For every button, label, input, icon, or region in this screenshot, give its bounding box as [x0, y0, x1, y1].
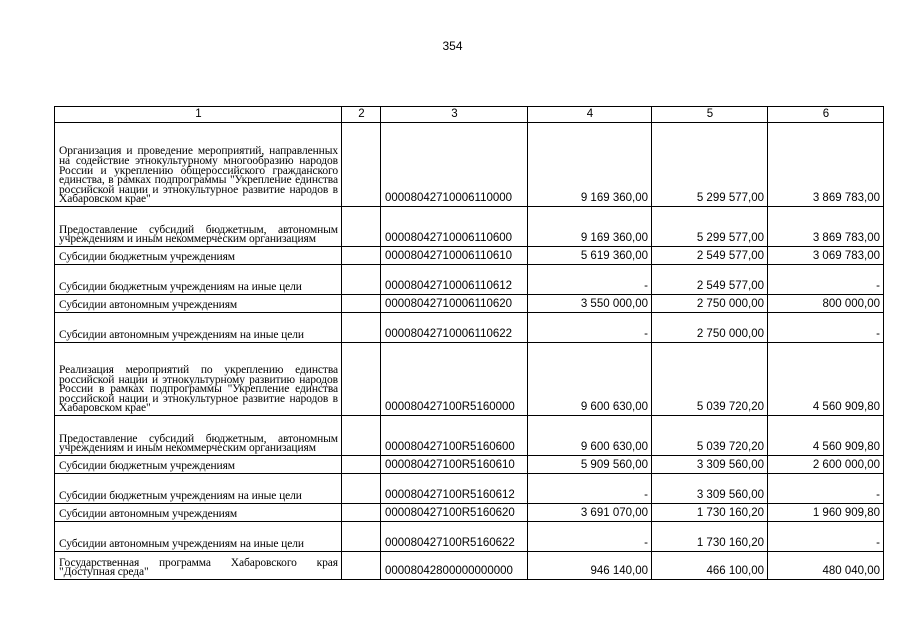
- row-value-6: 3 869 783,00: [768, 123, 884, 207]
- row-value-6: 4 560 909,80: [768, 343, 884, 416]
- row-col2: [342, 504, 381, 522]
- table-row: [55, 247, 884, 265]
- row-description: Субсидии бюджетным учреждениям: [55, 247, 342, 265]
- row-value-4: 946 140,00: [528, 552, 652, 580]
- row-value-5: 5 039 720,20: [652, 343, 768, 416]
- row-value-4: 3 550 000,00: [528, 295, 652, 313]
- row-value-5: 2 549 577,00: [652, 265, 768, 295]
- row-code: 000080427100R5160610: [381, 456, 528, 474]
- row-code: 000080427100R5160612: [381, 474, 528, 504]
- row-description: Субсидии автономным учреждениям на иные цели: [55, 313, 342, 343]
- row-value-6: -: [768, 474, 884, 504]
- row-value-6: 3 069 783,00: [768, 247, 884, 265]
- row-value-4: 5 619 360,00: [528, 247, 652, 265]
- row-col2: [342, 295, 381, 313]
- row-code: 00008042710006110000: [381, 123, 528, 207]
- row-value-6: 3 869 783,00: [768, 207, 884, 247]
- table-row: [55, 123, 884, 207]
- row-col2: [342, 552, 381, 580]
- row-value-4: 9 169 360,00: [528, 123, 652, 207]
- column-header-3: 3: [381, 107, 528, 123]
- row-value-5: 1 730 160,20: [652, 522, 768, 552]
- budget-table: [54, 106, 884, 580]
- row-value-5: 466 100,00: [652, 552, 768, 580]
- table-row: [55, 343, 884, 416]
- row-value-4: -: [528, 522, 652, 552]
- row-code: 00008042800000000000: [381, 552, 528, 580]
- row-code: 00008042710006110622: [381, 313, 528, 343]
- row-code: 000080427100R5160622: [381, 522, 528, 552]
- row-value-6: 800 000,00: [768, 295, 884, 313]
- row-value-4: -: [528, 265, 652, 295]
- page-number: 354: [442, 39, 463, 53]
- row-description: Субсидии автономным учреждениям: [55, 295, 342, 313]
- row-col2: [342, 522, 381, 552]
- row-value-4: 9 600 630,00: [528, 343, 652, 416]
- table-row: [55, 522, 884, 552]
- row-description: Предоставление субсидий бюджетным, автономным учреждениям и иным некоммерческим организациям: [55, 207, 342, 247]
- row-col2: [342, 247, 381, 265]
- row-col2: [342, 207, 381, 247]
- row-col2: [342, 474, 381, 504]
- row-col2: [342, 123, 381, 207]
- row-code: 00008042710006110610: [381, 247, 528, 265]
- row-value-5: 1 730 160,20: [652, 504, 768, 522]
- row-description: Субсидии бюджетным учреждениям: [55, 456, 342, 474]
- row-code: 00008042710006110612: [381, 265, 528, 295]
- row-value-4: 9 169 360,00: [528, 207, 652, 247]
- row-value-4: 3 691 070,00: [528, 504, 652, 522]
- row-value-5: 5 299 577,00: [652, 123, 768, 207]
- row-value-4: -: [528, 474, 652, 504]
- row-value-6: -: [768, 522, 884, 552]
- row-description: Субсидии бюджетным учреждениям на иные цели: [55, 265, 342, 295]
- row-description: Предоставление субсидий бюджетным, автономным учреждениям и иным некоммерческим организациям: [55, 416, 342, 456]
- row-description: Субсидии автономным учреждениям: [55, 504, 342, 522]
- table-row: [55, 295, 884, 313]
- row-col2: [342, 416, 381, 456]
- row-col2: [342, 313, 381, 343]
- row-description: Государственная программа Хабаровского края "Доступная среда": [55, 552, 342, 580]
- table-header-row: [55, 107, 884, 123]
- row-value-4: 9 600 630,00: [528, 416, 652, 456]
- row-value-5: 2 750 000,00: [652, 313, 768, 343]
- row-value-5: 5 039 720,20: [652, 416, 768, 456]
- row-col2: [342, 265, 381, 295]
- column-header-2: 2: [342, 107, 381, 123]
- row-value-6: 1 960 909,80: [768, 504, 884, 522]
- table-row: [55, 313, 884, 343]
- row-value-5: 3 309 560,00: [652, 474, 768, 504]
- table-row: [55, 265, 884, 295]
- row-code: 00008042710006110600: [381, 207, 528, 247]
- row-description: Субсидии бюджетным учреждениям на иные цели: [55, 474, 342, 504]
- table-row: [55, 207, 884, 247]
- table-row: [55, 456, 884, 474]
- column-header-6: 6: [768, 107, 884, 123]
- row-description: Организация и проведение мероприятий, направленных на содействие этнокультурному многообразию народов России и укреплению общероссийского гражданского единства, в рамках подпрограммы "Укрепление единства российской нации и этнокультурное развитие народов в Хабаровском крае": [55, 123, 342, 207]
- row-value-6: -: [768, 265, 884, 295]
- row-value-4: 5 909 560,00: [528, 456, 652, 474]
- row-code: 000080427100R5160620: [381, 504, 528, 522]
- table-row: [55, 504, 884, 522]
- row-value-5: 2 549 577,00: [652, 247, 768, 265]
- row-code: 000080427100R5160600: [381, 416, 528, 456]
- row-code: 000080427100R5160000: [381, 343, 528, 416]
- row-description: Субсидии автономным учреждениям на иные цели: [55, 522, 342, 552]
- table-row: [55, 416, 884, 456]
- column-header-4: 4: [528, 107, 652, 123]
- row-value-6: 4 560 909,80: [768, 416, 884, 456]
- row-col2: [342, 343, 381, 416]
- row-value-5: 2 750 000,00: [652, 295, 768, 313]
- row-description: Реализация мероприятий по укреплению единства российской нации и этнокультурному развитию народов России в рамках подпрограммы "Укрепление единства российской нации и этнокультурное развитие народов в Хабаровском крае": [55, 343, 342, 416]
- row-value-6: 480 040,00: [768, 552, 884, 580]
- table-row: [55, 552, 884, 580]
- table-row: [55, 474, 884, 504]
- row-code: 00008042710006110620: [381, 295, 528, 313]
- row-col2: [342, 456, 381, 474]
- row-value-6: 2 600 000,00: [768, 456, 884, 474]
- row-value-4: -: [528, 313, 652, 343]
- column-header-1: 1: [55, 107, 342, 123]
- row-value-5: 3 309 560,00: [652, 456, 768, 474]
- row-value-5: 5 299 577,00: [652, 207, 768, 247]
- column-header-5: 5: [652, 107, 768, 123]
- row-value-6: -: [768, 313, 884, 343]
